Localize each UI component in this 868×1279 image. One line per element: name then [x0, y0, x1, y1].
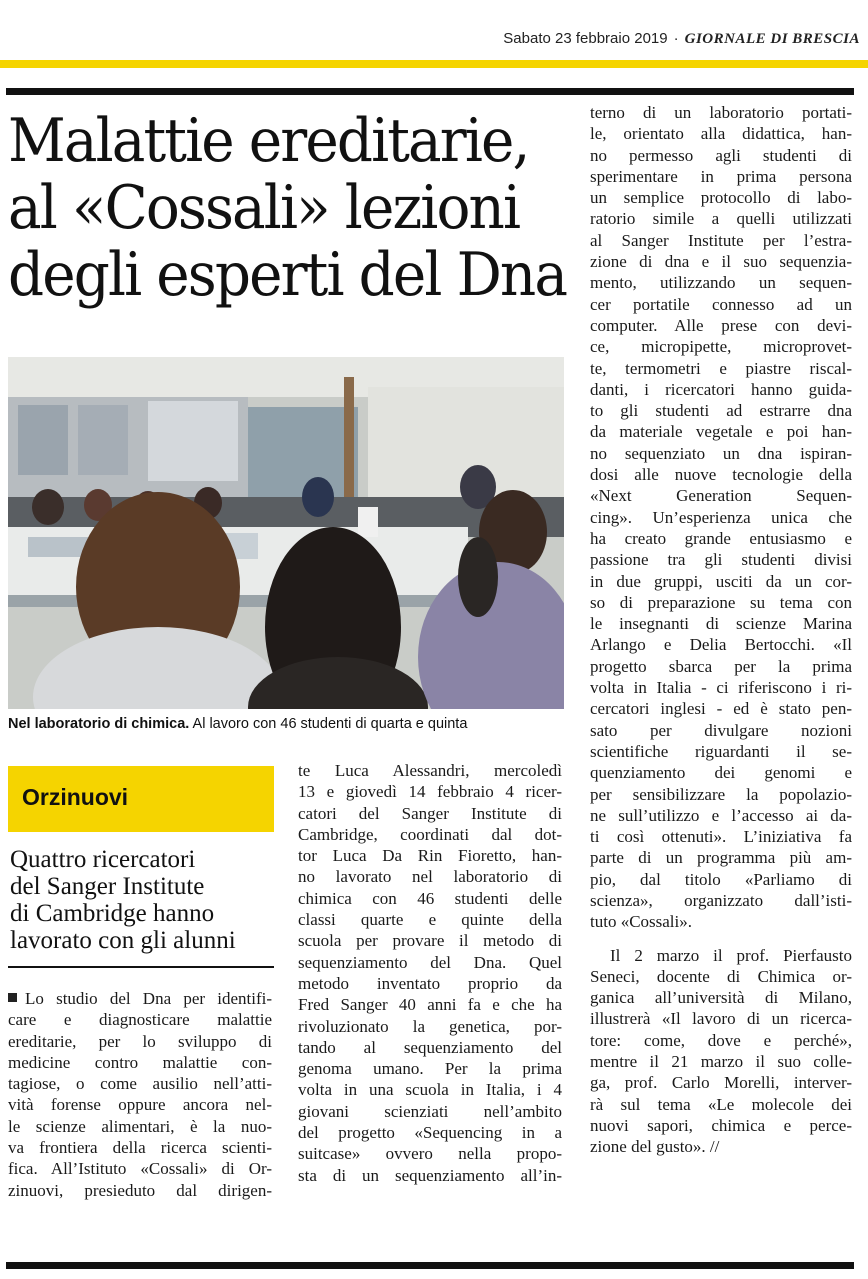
body-text-line: da materiale vegetale e poi han-	[590, 422, 852, 442]
body-text-line: cer portatile connesso ad un	[590, 294, 852, 314]
photo-caption	[8, 716, 568, 732]
body-column-3	[590, 102, 852, 1158]
body-column-1	[8, 988, 272, 1201]
body-text-line: passione tra gli studenti divisi	[590, 550, 852, 570]
article-photo	[8, 357, 564, 709]
body-text-line: in due gruppi, usciti da un cor-	[590, 571, 852, 591]
body-text-line: tore: come, dove e perché»,	[590, 1030, 852, 1050]
body-text-line: ganica all’università di Milano,	[590, 988, 852, 1008]
body-text-line: scuola per provare il metodo di	[298, 931, 562, 951]
body-text-line: scientifiche riguardanti il se-	[590, 741, 852, 761]
body-text-line: suitcase» ovvero nella propo-	[298, 1144, 562, 1164]
body-text-line: no permesso agli studenti di	[590, 145, 852, 165]
header-separator: ·	[673, 30, 679, 47]
caption-lead: Nel laboratorio di chimica.	[8, 716, 190, 732]
body-text-line: Cambridge, coordinati dal dot-	[298, 824, 562, 844]
subhead-rule	[8, 966, 274, 968]
body-text-line: sperimentare in prima persona	[590, 166, 852, 186]
subhead-line: di Cambridge hanno	[10, 900, 215, 927]
body-text-line: zione di dna e il suo sequenzia-	[590, 252, 852, 272]
body-text-line: Arlango e Delia Bertocchi. «Il	[590, 635, 852, 655]
headline	[8, 106, 567, 310]
body-text-line: mentre il 21 marzo il suo colle-	[590, 1052, 852, 1072]
subhead-line: del Sanger Institute	[10, 873, 205, 900]
body-text-line: le insegnanti di scienze Marina	[590, 614, 852, 634]
body-text-line: ti così ottenuti». L’iniziativa fa	[590, 827, 852, 847]
body-text-line: cing». Un’esperienza unica che	[590, 507, 852, 527]
body-text-line: sta di un sequenziamento all’in-	[298, 1165, 562, 1185]
section-label: Orzinuovi	[22, 784, 129, 810]
body-text-line: medicine contro malattie con-	[8, 1052, 272, 1072]
caption-text: Al lavoro con 46 studenti di quarta e quinta	[189, 716, 468, 732]
body-text-line: per sensibilizzare la popolazio-	[590, 784, 852, 804]
body-text-line: va frontiera della ricerca scienti-	[8, 1138, 272, 1158]
header-accent-bar	[0, 60, 868, 68]
subhead-line: Quattro ricercatori	[10, 846, 196, 873]
body-text-line: te, termometri e piastre riscal-	[590, 358, 852, 378]
body-text-line: «Next Generation Sequen-	[590, 486, 852, 506]
body-text-line: terno di un laboratorio portati-	[590, 103, 852, 122]
body-text-line: catori del Sanger Institute di	[298, 803, 562, 823]
body-text-line: Fred Sanger 40 anni fa e che ha	[298, 995, 562, 1015]
body-text-line: parte di un programma più am-	[590, 848, 852, 868]
body-text-line: ratorio simile a quelli utilizzati	[590, 209, 852, 229]
body-text-line: ne sull’utilizzo e l’accesso ai da-	[590, 805, 852, 825]
body-text-line: zinuovi, presieduto dal dirigen-	[8, 1180, 272, 1200]
body-text-line: to gli studenti ad estrarre dna	[590, 401, 852, 421]
body-text-line: sequenziamento del Dna. Quel	[298, 952, 562, 972]
body-text-line: dosi alle nuove tecnologie della	[590, 465, 852, 485]
body-text-line: vità forense oppure ancora nel-	[8, 1095, 272, 1115]
body-text-line: tagiose, o come ausilio nell’atti-	[8, 1074, 272, 1094]
body-text-line: volta in una scuola in Italia, i 4	[298, 1080, 562, 1100]
body-text-line: ce, micropipette, microprovet-	[590, 337, 852, 357]
page-header	[0, 30, 860, 58]
headline-line: al «Cossali» lezioni	[8, 173, 520, 243]
issue-date: Sabato 23 febbraio 2019	[503, 30, 668, 47]
body-text-line: rivoluzionato la genetica, por-	[298, 1016, 562, 1036]
body-text-line: volta in Italia - ci riferiscono i ri-	[590, 678, 852, 698]
body-text-line: rà sul tema «Le molecole dei	[590, 1094, 852, 1114]
section-label-box	[8, 766, 274, 832]
publication-name: GIORNALE DI BRESCIA	[684, 31, 860, 47]
body-text-line: ha creato grande entusiasmo e	[590, 528, 852, 548]
body-text-line: no lavorato nel laboratorio di	[298, 867, 562, 887]
body-text-line: tuto «Cossali».	[590, 912, 693, 932]
body-text-line: illustrerà «Il lavoro di un ricerca-	[590, 1009, 852, 1029]
top-rule	[6, 88, 854, 95]
body-text-line: tor Luca Da Rin Fioretto, han-	[298, 846, 562, 866]
body-text-line: progetto sbarca per la prima	[590, 656, 852, 676]
body-text-line: so di preparazione su tema con	[590, 592, 852, 612]
body-text-line: fica. All’Istituto «Cossali» di Or-	[8, 1159, 272, 1179]
body-text-line: care e diagnosticare malattie	[8, 1010, 272, 1030]
body-text-line: ereditarie, per lo sviluppo di	[8, 1031, 272, 1051]
body-text-line: Lo studio del Dna per identifi-	[8, 988, 272, 1009]
body-text-line: le, orientato alla didattica, han-	[590, 124, 852, 144]
body-text-line: chimica con 46 studenti delle	[298, 888, 562, 908]
subhead-line: lavorato con gli alunni	[10, 927, 236, 954]
subheadline	[10, 846, 276, 954]
headline-line: degli esperti del Dna	[8, 240, 567, 310]
body-text-line: del progetto «Sequencing in a	[298, 1123, 562, 1143]
body-text-line: pio, dal titolo «Parliamo di	[590, 869, 852, 889]
body-text-line: cercatori inglesi - ed è stato pen-	[590, 699, 852, 719]
body-text-line: zione del gusto». //	[590, 1137, 720, 1157]
body-text-line: Seneci, docente di Chimica or-	[590, 966, 852, 986]
body-text-line: scienza», organizzato dall’isti-	[590, 890, 852, 910]
paragraph-bullet-icon	[8, 993, 17, 1002]
body-text-line: mento, utilizzando un sequen-	[590, 273, 852, 293]
body-text-line: classi quarte e quinte della	[298, 910, 562, 930]
lab-photo-illustration	[8, 357, 564, 709]
body-text-line: 13 e giovedì 14 febbraio 4 ricer-	[298, 782, 562, 802]
headline-line: Malattie ereditarie,	[8, 106, 529, 176]
bottom-rule	[6, 1262, 854, 1269]
body-text-line: te Luca Alessandri, mercoledì	[298, 761, 562, 780]
body-text-line: giovani scienziati nell’ambito	[298, 1101, 562, 1121]
body-text-line: tando al sequenziamento del	[298, 1037, 562, 1057]
body-text-line: al Sanger Institute per l’estra-	[590, 230, 852, 250]
body-text-line: le scienze alimentari, è la nuo-	[8, 1116, 272, 1136]
body-text-line: un semplice protocollo di labo-	[590, 188, 852, 208]
body-text-line: Il 2 marzo il prof. Pierfausto	[610, 945, 852, 965]
body-text-line: computer. Alle prese con devi-	[590, 315, 852, 335]
body-text-line: no sequenziato un dna ispiran-	[590, 443, 852, 463]
body-text-line: metodo inventato proprio da	[298, 973, 562, 993]
body-text-line: ga, prof. Carlo Morelli, interver-	[590, 1073, 852, 1093]
body-text-line: danti, i ricercatori hanno guida-	[590, 379, 852, 399]
body-text-line: nuovi sapori, chimica e perce-	[590, 1115, 852, 1135]
body-text-line: genoma umano. Per la prima	[298, 1059, 562, 1079]
body-text-line: sato per divulgare nozioni	[590, 720, 852, 740]
body-text-line: quenziamento dei genomi e	[590, 763, 852, 783]
body-column-2	[298, 760, 562, 1186]
